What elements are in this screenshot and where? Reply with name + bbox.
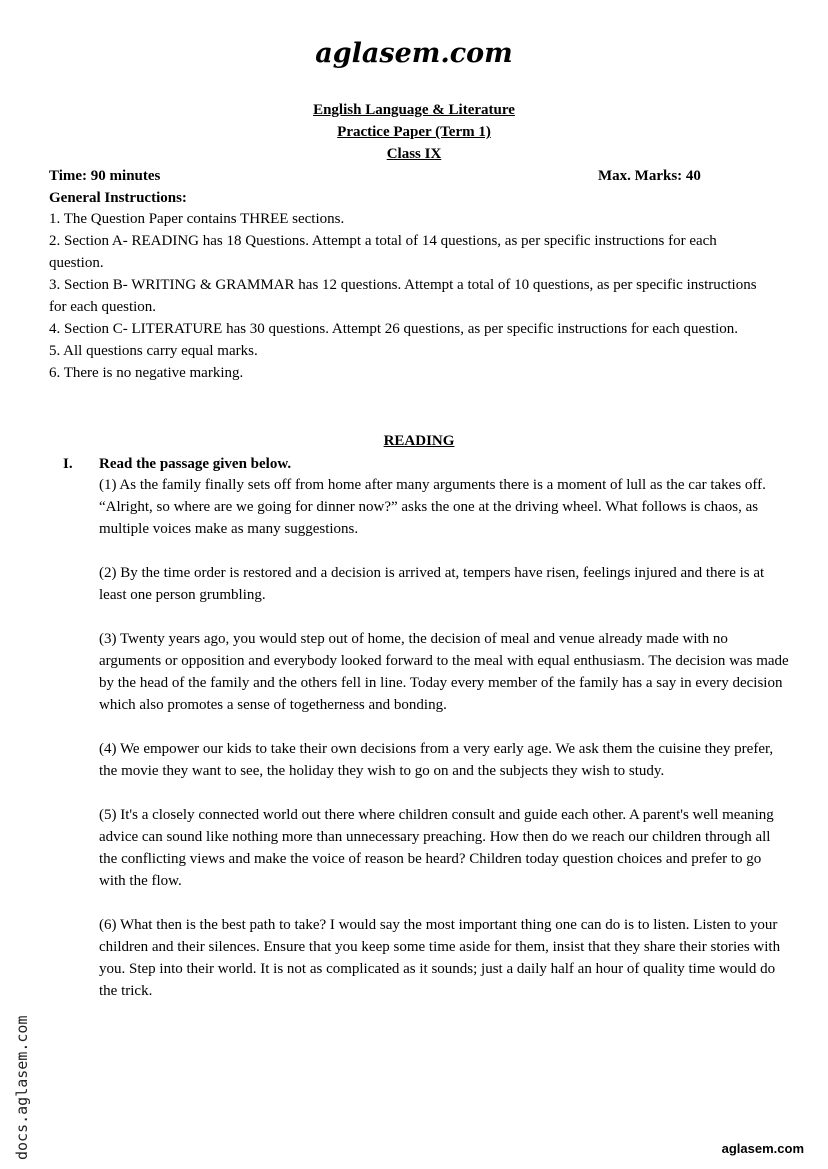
side-watermark: docs.aglasem.com (13, 1015, 31, 1160)
section-title: READING (383, 433, 455, 449)
passage-paragraph: (5) It's a closely connected world out there where children consult and guide each other. A parent's well meaning advice can sound like nothing more than unnecessary preaching. How then do we reach our children through all the conflicting views and make the voice of reason be heard? Children today question choices and prefer to go with the flow. (99, 807, 774, 889)
instruction-item: 2. Section A- READING has 18 Questions. Attempt a total of 14 questions, as per specific instructions for each question. (49, 233, 717, 271)
instructions-list (49, 208, 769, 384)
subject-title: English Language & Literature (313, 102, 515, 118)
instruction-item: 5. All questions carry equal marks. (49, 343, 258, 359)
max-marks-label: Max. Marks: 40 (598, 168, 701, 184)
time-label: Time: 90 minutes (49, 168, 161, 184)
passage-paragraph: (1) As the family finally sets off from home after many arguments there is a moment of lull as the car takes off. “Alright, so where are we going for dinner now?” asks the one at the driving wheel. What follows is chaos, as multiple voices make as many suggestions. (99, 477, 766, 537)
instruction-item: 4. Section C- LITERATURE has 30 questions. Attempt 26 questions, as per specific instructions for each question. (49, 321, 739, 337)
instruction-item: 6. There is no negative marking. (49, 365, 244, 381)
class-title: Class IX (386, 146, 442, 162)
instruction-item: 1. The Question Paper contains THREE sections. (49, 211, 345, 227)
passage-paragraph: (3) Twenty years ago, you would step out of home, the decision of meal and venue already made with no arguments or opposition and everybody looked forward to the meal with equal enthusiasm. The decision was made by the head of the family and the others fell in line. Today every member of the family has a say in every decision which also promotes a sense of togetherness and bonding. (99, 631, 789, 713)
question-heading: Read the passage given below. (99, 456, 292, 472)
question-number: I. (63, 456, 73, 472)
footer-link[interactable]: aglasem.com (721, 1141, 804, 1156)
passage-paragraph: (6) What then is the best path to take? I would say the most important thing one can do is to listen. Listen to your children and their silences. Ensure that you keep some time aside for them, insist that they share their stories with you. Step into their world. It is not as complicated as it sounds; just a daily half an hour of quality time would do the trick. (99, 917, 781, 999)
paper-title: Practice Paper (Term 1) (337, 124, 491, 140)
site-logo: aglasem.com (315, 38, 513, 69)
passage-paragraph: (4) We empower our kids to take their own decisions from a very early age. We ask them the cuisine they prefer, the movie they want to see, the holiday they wish to go on and the subjects they wish to study. (99, 741, 774, 779)
reading-passage (99, 474, 791, 1024)
instruction-item: 3. Section B- WRITING & GRAMMAR has 12 questions. Attempt a total of 10 questions, as per specific instructions for each question. (49, 277, 757, 315)
instructions-title: General Instructions: (49, 190, 187, 206)
passage-paragraph: (2) By the time order is restored and a decision is arrived at, tempers have risen, feelings injured and there is at least one person grumbling. (99, 565, 765, 603)
